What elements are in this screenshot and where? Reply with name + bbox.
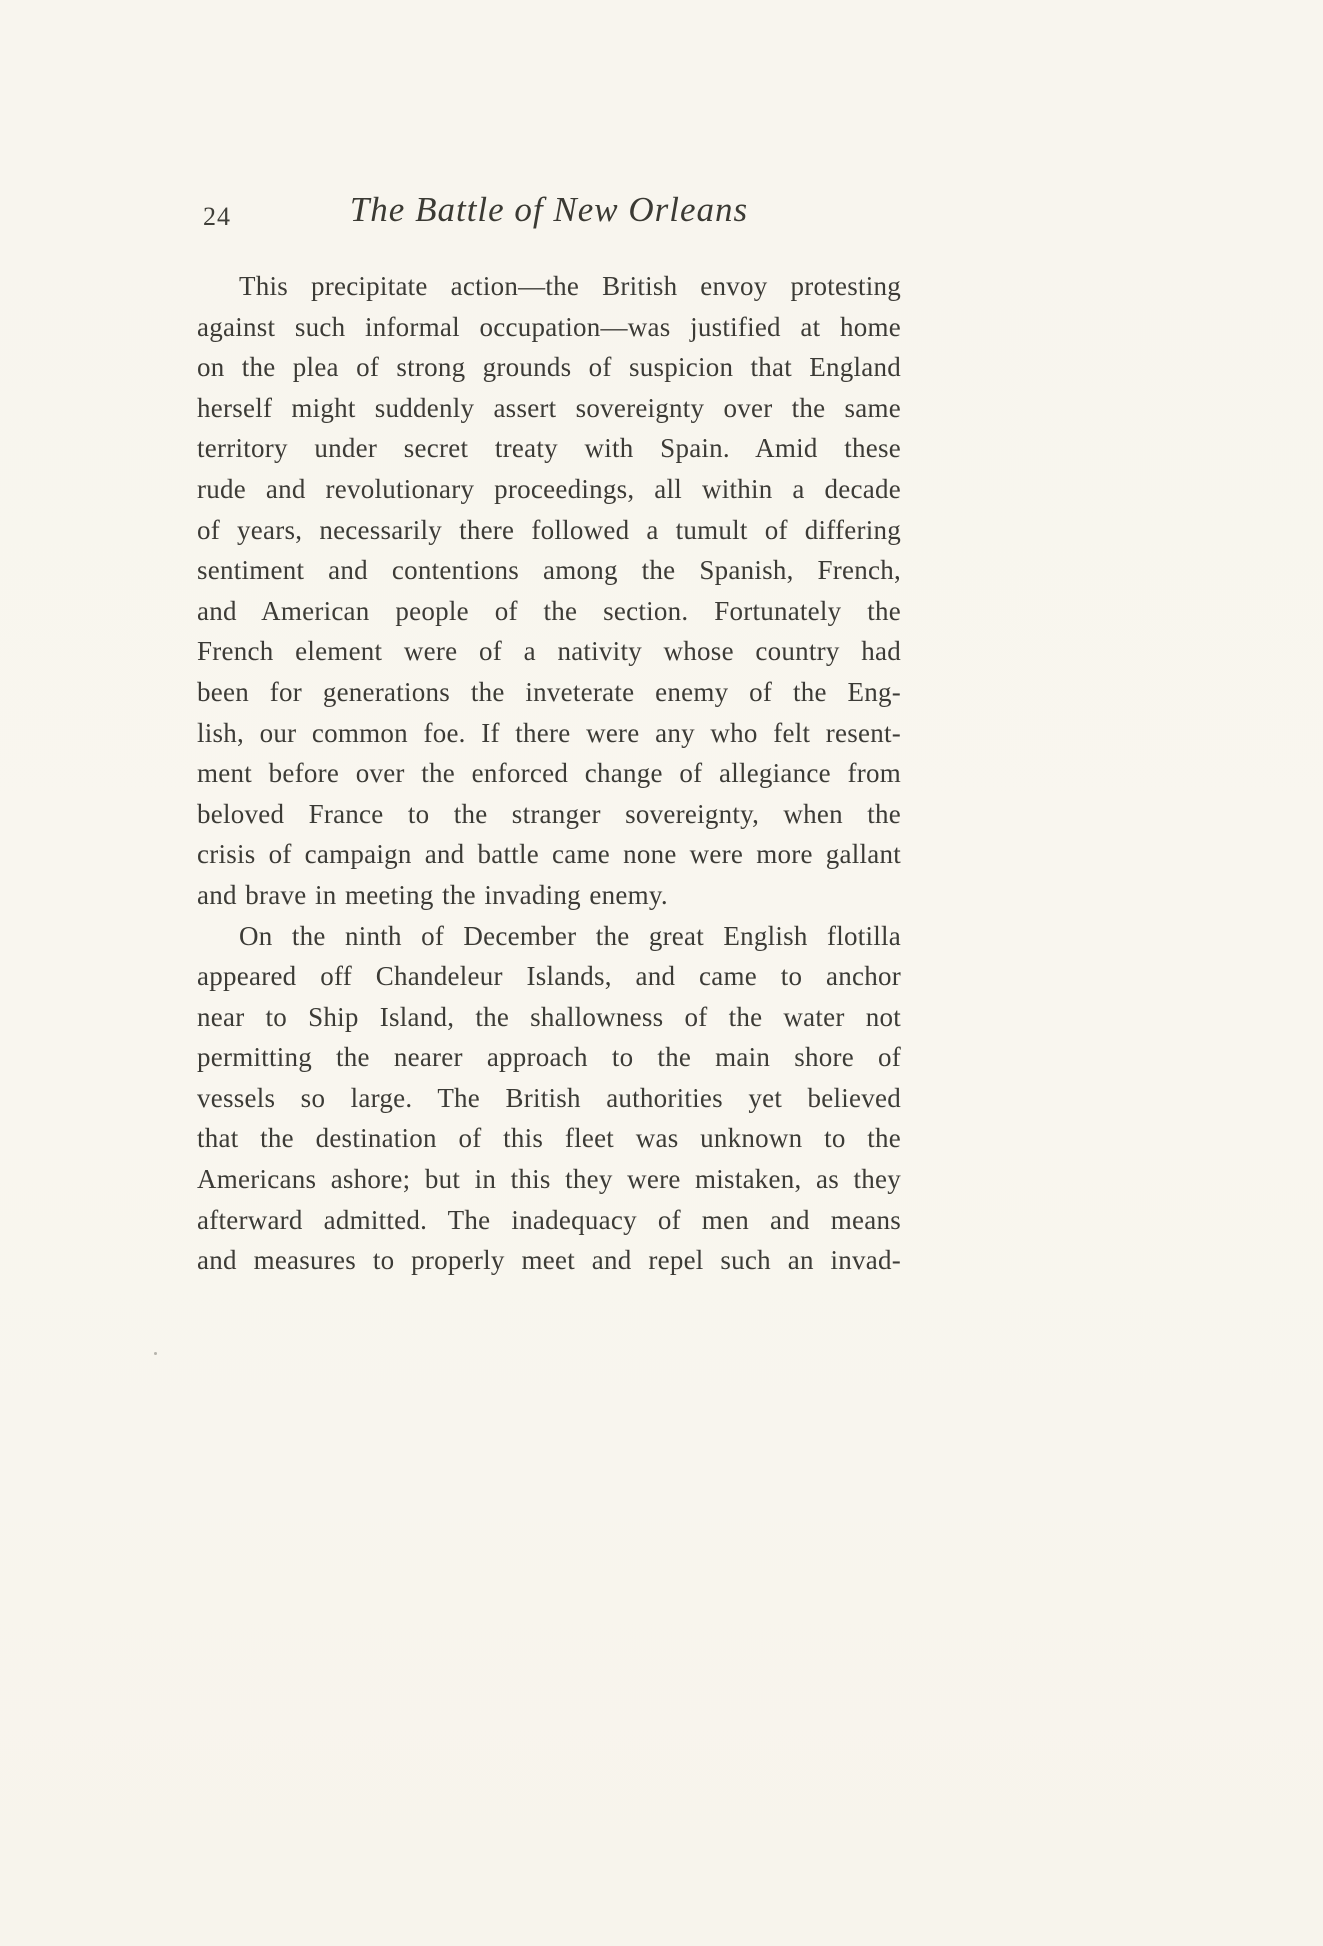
text-line: vessels so large. The British authorities yet believed bbox=[197, 1082, 901, 1113]
scan-speck bbox=[154, 1352, 157, 1355]
text-line: against such informal occupation—was justified at home bbox=[197, 311, 901, 342]
text-line: rude and revolutionary proceedings, all within a decade bbox=[197, 473, 901, 504]
text-line: been for generations the inveterate enemy of the Eng- bbox=[197, 676, 901, 707]
text-line: that the destination of this fleet was unknown to the bbox=[197, 1123, 901, 1154]
text-line: permitting the nearer approach to the main shore of bbox=[197, 1042, 901, 1073]
text-line: afterward admitted. The inadequacy of men and means bbox=[197, 1204, 901, 1235]
text-line: sentiment and contentions among the Spanish, French, bbox=[197, 555, 901, 586]
page-header bbox=[197, 190, 901, 242]
text-line: This precipitate action—the British envoy protesting bbox=[239, 271, 901, 301]
body-text bbox=[197, 266, 901, 1281]
text-line: French element were of a nativity whose country had bbox=[197, 636, 901, 667]
text-line: of years, necessarily there followed a tumult of differing bbox=[197, 514, 901, 545]
text-line: and American people of the section. Fortunately the bbox=[197, 595, 901, 626]
paragraph-1 bbox=[197, 266, 901, 916]
text-line: Americans ashore; but in this they were mistaken, as they bbox=[197, 1164, 901, 1195]
text-line: beloved France to the stranger sovereignty, when the bbox=[197, 798, 901, 829]
text-line: near to Ship Island, the shallowness of the water not bbox=[197, 1001, 901, 1032]
text-line: lish, our common foe. If there were any who felt resent- bbox=[197, 717, 901, 748]
text-line: and measures to properly meet and repel such an invad- bbox=[197, 1245, 901, 1276]
text-line: and brave in meeting the invading enemy. bbox=[197, 879, 668, 910]
paragraph-2 bbox=[197, 916, 901, 1281]
text-line: ment before over the enforced change of allegiance from bbox=[197, 758, 901, 789]
text-line: appeared off Chandeleur Islands, and came to anchor bbox=[197, 961, 901, 992]
text-line: on the plea of strong grounds of suspicion that England bbox=[197, 352, 901, 383]
text-line: territory under secret treaty with Spain. Amid these bbox=[197, 433, 901, 464]
text-line: crisis of campaign and battle came none were more gallant bbox=[197, 839, 901, 870]
text-line: herself might suddenly assert sovereignty over the same bbox=[197, 392, 901, 423]
page-number: 24 bbox=[203, 202, 231, 231]
text-line: On the ninth of December the great English flotilla bbox=[239, 920, 901, 951]
page-title: The Battle of New Orleans bbox=[349, 190, 749, 229]
